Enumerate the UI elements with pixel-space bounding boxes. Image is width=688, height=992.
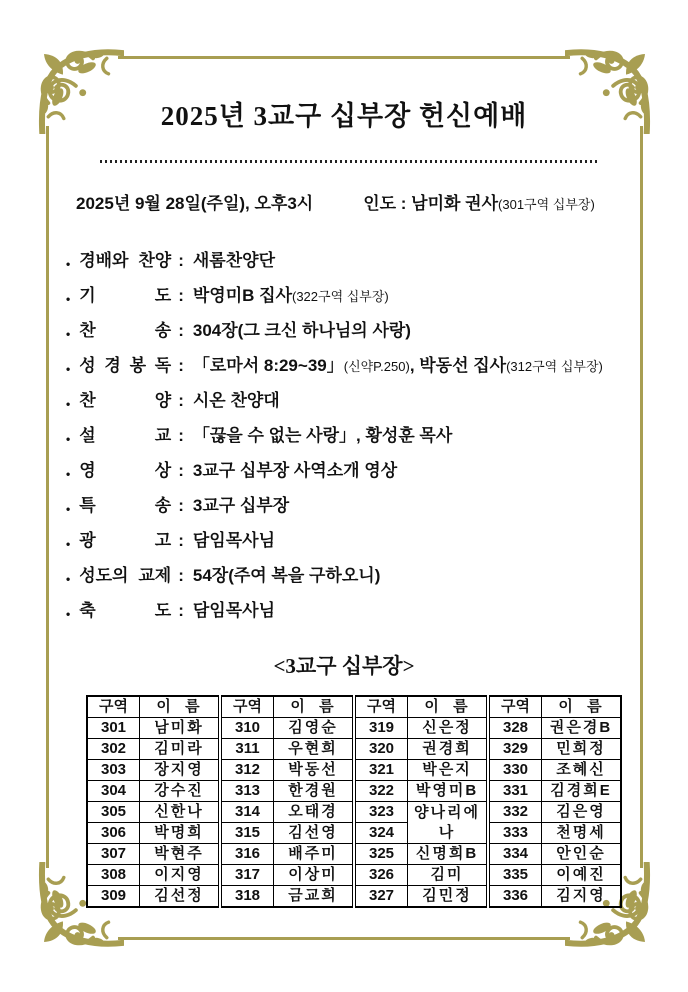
label-word: 경배와 — [79, 251, 129, 270]
name-cell: 이상미 — [274, 865, 355, 886]
name-cell: 김선영 — [274, 823, 355, 844]
zone-cell: 334 — [488, 844, 542, 865]
roster-row — [87, 823, 621, 844]
name-header: 이 름 — [140, 696, 221, 718]
program-item-value-segment: 시온 찬양대 — [192, 391, 280, 410]
frame-line-left — [46, 126, 49, 868]
name-cell: 민희정 — [542, 739, 622, 760]
zone-cell: 309 — [87, 886, 140, 908]
program-item-value — [193, 526, 275, 551]
program-item-colon: : — [178, 251, 184, 270]
program-item-value — [193, 246, 275, 271]
roster-row — [87, 760, 621, 781]
program-item-colon: : — [178, 356, 184, 375]
name-cell: 권은경B — [542, 718, 622, 739]
zone-cell: 311 — [220, 739, 274, 760]
label-word: 독 — [154, 356, 172, 375]
program-item-value — [193, 421, 452, 446]
name-cell: 박은지 — [408, 760, 489, 781]
label-word: 성 — [79, 356, 96, 375]
page-title: 2025년 3교구 십부장 헌신예배 — [160, 101, 528, 131]
name-cell: 김선정 — [140, 886, 221, 908]
program-item — [66, 281, 658, 316]
program-item-colon: : — [178, 286, 184, 305]
name-cell: 조혜신 — [542, 760, 622, 781]
name-cell: 김미라 — [140, 739, 221, 760]
program-item-value — [193, 281, 389, 306]
zone-cell: 304 — [87, 781, 140, 802]
program-item-value — [193, 596, 275, 621]
program-item-colon: : — [178, 391, 184, 410]
zone-cell: 320 — [354, 739, 408, 760]
zone-cell: 318 — [220, 886, 274, 908]
bullet-icon: • — [66, 536, 71, 551]
label-word: 송 — [154, 496, 172, 515]
program-item-label — [79, 421, 171, 446]
name-cell: 배주미 — [274, 844, 355, 865]
program-item-value-segment: 박영미B 집사 — [192, 286, 292, 305]
roster-row — [87, 886, 621, 908]
name-cell: 한경원 — [274, 781, 355, 802]
label-word: 영 — [79, 461, 96, 480]
zone-header: 구역 — [87, 696, 140, 718]
program-item-label — [79, 526, 171, 551]
roster-table — [86, 695, 622, 908]
program-item-colon: : — [178, 426, 184, 445]
program-item-value-segment: , 박동선 집사 — [409, 356, 507, 375]
roster-row — [87, 781, 621, 802]
label-word: 광 — [79, 531, 96, 550]
label-word: 축 — [79, 601, 96, 620]
program-item-colon: : — [178, 531, 184, 550]
zone-cell: 323 — [354, 802, 408, 823]
name-cell: 천명세 — [542, 823, 622, 844]
zone-cell: 301 — [87, 718, 140, 739]
label-word: 고 — [154, 531, 172, 550]
zone-cell: 315 — [220, 823, 274, 844]
zone-cell: 313 — [220, 781, 274, 802]
roster-row — [87, 865, 621, 886]
bullet-icon: • — [66, 256, 71, 271]
label-word: 설 — [79, 426, 96, 445]
program-item-colon: : — [178, 321, 184, 340]
name-header: 이 름 — [542, 696, 622, 718]
program-item-value-segment: 새롬찬양단 — [192, 251, 275, 270]
program-list — [66, 246, 658, 631]
dotted-divider — [100, 160, 600, 163]
program-item-value — [193, 386, 280, 411]
program-item-value-segment: 「끊을 수 없는 사랑」, 황성훈 목사 — [192, 426, 453, 445]
name-cell: 신은정 — [408, 718, 489, 739]
label-word: 송 — [154, 321, 172, 340]
name-cell: 김경희E — [542, 781, 622, 802]
zone-cell: 305 — [87, 802, 140, 823]
bullet-icon: • — [66, 606, 71, 621]
program-item-value-segment: 「로마서 8:29~39」 — [192, 356, 344, 375]
bullet-icon: • — [66, 431, 71, 446]
zone-cell: 321 — [354, 760, 408, 781]
zone-cell: 325 — [354, 844, 408, 865]
program-item — [66, 596, 658, 631]
label-word: 특 — [79, 496, 96, 515]
label-word: 도 — [154, 286, 172, 305]
program-item-value-segment: (322구역 십부장) — [292, 289, 389, 304]
bullet-icon: • — [66, 501, 71, 516]
leader-note: (301구역 십부장) — [498, 197, 595, 212]
service-datetime: 2025년 9월 28일(주일), 오후3시 — [76, 194, 314, 213]
label-word: 성도의 — [79, 566, 129, 585]
program-item-value-segment: (312구역 십부장) — [506, 359, 603, 374]
program-item-colon: : — [178, 601, 184, 620]
zone-header: 구역 — [354, 696, 408, 718]
program-item-value-segment: 3교구 십부장 사역소개 영상 — [192, 461, 398, 480]
zone-cell: 327 — [354, 886, 408, 908]
program-item — [66, 246, 658, 281]
name-cell: 우현희 — [274, 739, 355, 760]
name-cell: 김은영 — [542, 802, 622, 823]
frame-line-bottom — [118, 937, 570, 940]
label-word: 경 — [104, 356, 121, 375]
name-cell: 신명희B — [408, 844, 489, 865]
label-word: 봉 — [129, 356, 147, 375]
program-item — [66, 561, 658, 596]
program-item — [66, 491, 658, 526]
roster-header-row — [87, 696, 621, 718]
name-header: 이 름 — [274, 696, 355, 718]
zone-cell: 303 — [87, 760, 140, 781]
frame-line-top — [118, 56, 570, 59]
program-item-value — [193, 561, 380, 586]
label-word: 교 — [154, 426, 172, 445]
name-cell: 이지영 — [140, 865, 221, 886]
label-word: 도 — [154, 601, 172, 620]
roster-row — [87, 718, 621, 739]
name-cell: 김영순 — [274, 718, 355, 739]
label-word: 양 — [154, 391, 172, 410]
zone-header: 구역 — [220, 696, 274, 718]
roster-row — [87, 844, 621, 865]
label-word: 교제 — [138, 566, 172, 585]
program-item — [66, 421, 658, 456]
name-cell: 양나리에나 — [408, 802, 489, 844]
bullet-icon: • — [66, 326, 71, 341]
program-item — [66, 456, 658, 491]
zone-cell: 314 — [220, 802, 274, 823]
bullet-icon: • — [66, 571, 71, 586]
name-header: 이 름 — [408, 696, 489, 718]
roster-row — [87, 739, 621, 760]
program-item-label — [79, 316, 171, 341]
program-item-colon: : — [178, 496, 184, 515]
program-item-value-segment: 3교구 십부장 — [192, 496, 290, 515]
zone-cell: 326 — [354, 865, 408, 886]
program-item-value — [193, 456, 397, 481]
program-item-value-segment: (신약P.250) — [343, 359, 410, 374]
zone-cell: 332 — [488, 802, 542, 823]
zone-header: 구역 — [488, 696, 542, 718]
program-item-value-segment: 304장(그 크신 하나님의 사랑) — [192, 321, 411, 340]
program-item — [66, 526, 658, 561]
zone-cell: 330 — [488, 760, 542, 781]
name-cell: 권경희 — [408, 739, 489, 760]
name-cell: 금교희 — [274, 886, 355, 908]
label-word: 상 — [154, 461, 172, 480]
bullet-icon: • — [66, 361, 71, 376]
roster-section-title: <3교구 십부장> — [273, 654, 415, 678]
name-cell: 안인순 — [542, 844, 622, 865]
zone-cell: 328 — [488, 718, 542, 739]
program-item — [66, 386, 658, 421]
zone-cell: 324 — [354, 823, 408, 844]
leader-text: 인도 : 남미화 권사 — [363, 194, 499, 213]
name-cell: 오태경 — [274, 802, 355, 823]
zone-cell: 322 — [354, 781, 408, 802]
program-item-label — [79, 386, 171, 411]
program-item-value — [193, 491, 289, 516]
program-item-label — [79, 491, 171, 516]
roster-row — [87, 802, 621, 823]
program-item-colon: : — [178, 566, 184, 585]
name-cell: 장지영 — [140, 760, 221, 781]
name-cell: 김지영 — [542, 886, 622, 908]
name-cell: 이예진 — [542, 865, 622, 886]
program-item-value-segment: 54장(주여 복을 구하오니) — [192, 566, 381, 585]
name-cell: 박명희 — [140, 823, 221, 844]
zone-cell: 333 — [488, 823, 542, 844]
zone-cell: 312 — [220, 760, 274, 781]
program-item-label — [79, 456, 171, 481]
name-cell: 남미화 — [140, 718, 221, 739]
bullet-icon: • — [66, 466, 71, 481]
zone-cell: 319 — [354, 718, 408, 739]
roster-body — [87, 696, 621, 907]
zone-cell: 302 — [87, 739, 140, 760]
name-cell: 김미 — [408, 865, 489, 886]
name-cell: 박현주 — [140, 844, 221, 865]
label-word: 찬 — [79, 321, 96, 340]
label-word: 찬양 — [138, 251, 172, 270]
program-item — [66, 351, 658, 386]
program-item-label — [79, 561, 171, 586]
label-word: 기 — [79, 286, 96, 305]
zone-cell: 307 — [87, 844, 140, 865]
name-cell: 김민정 — [408, 886, 489, 908]
program-item-value-segment: 담임목사님 — [192, 601, 275, 620]
zone-cell: 329 — [488, 739, 542, 760]
zone-cell: 308 — [87, 865, 140, 886]
label-word: 찬 — [79, 391, 96, 410]
zone-cell: 306 — [87, 823, 140, 844]
program-item-value — [193, 351, 603, 376]
program-item-value-segment: 담임목사님 — [192, 531, 275, 550]
program-item-label — [79, 596, 171, 621]
name-cell: 강수진 — [140, 781, 221, 802]
program-item-label — [79, 351, 171, 376]
bullet-icon: • — [66, 396, 71, 411]
zone-cell: 310 — [220, 718, 274, 739]
date-line — [76, 189, 648, 214]
service-leader — [363, 194, 595, 213]
name-cell: 박동선 — [274, 760, 355, 781]
name-cell: 신한나 — [140, 802, 221, 823]
program-item — [66, 316, 658, 351]
name-cell: 박영미B — [408, 781, 489, 802]
program-item-label — [79, 246, 171, 271]
zone-cell: 316 — [220, 844, 274, 865]
zone-cell: 336 — [488, 886, 542, 908]
program-item-value — [193, 316, 411, 341]
program-item-label — [79, 281, 171, 306]
zone-cell: 317 — [220, 865, 274, 886]
zone-cell: 335 — [488, 865, 542, 886]
bullet-icon: • — [66, 291, 71, 306]
zone-cell: 331 — [488, 781, 542, 802]
program-item-colon: : — [178, 461, 184, 480]
